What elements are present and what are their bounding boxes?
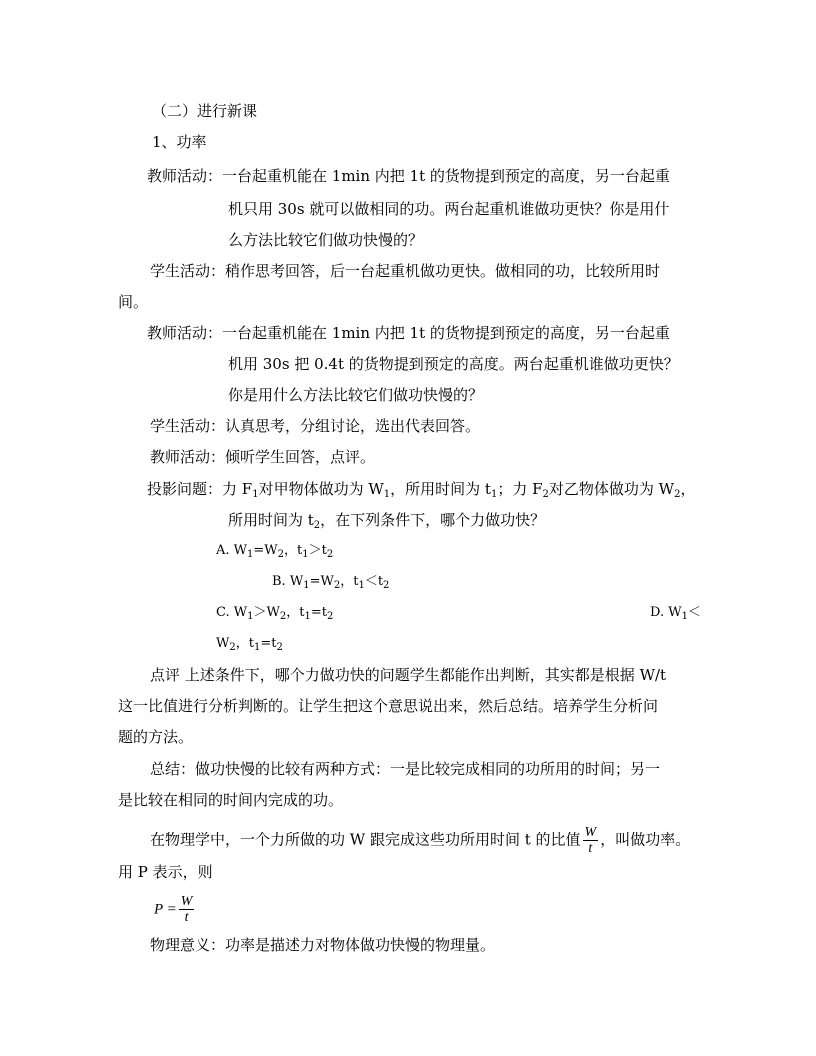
student-activity-2	[150, 416, 480, 436]
subscript: 1	[490, 489, 498, 500]
formula-fraction	[179, 894, 195, 925]
option-text: C. W	[216, 605, 248, 620]
subscript: 1	[304, 611, 311, 622]
subscript: 2	[383, 580, 390, 591]
projection-text: 对甲物体做功为 W	[258, 480, 384, 498]
projection-text: ，所用时间为 t	[390, 480, 491, 498]
teacher-activity-3	[150, 447, 375, 467]
teacher-text: 倾听学生回答，点评。	[225, 448, 376, 466]
option-text: D. W	[650, 605, 682, 620]
power-formula	[154, 894, 196, 925]
student-text: 认真思考，分组讨论，选出代表回答。	[225, 417, 481, 435]
projection-text: ，	[680, 480, 696, 498]
student-label: 学生活动：	[150, 262, 226, 280]
option-text: ＞W	[253, 605, 280, 620]
option-text: =t	[310, 605, 327, 620]
comment-line2: 这一比值进行分析判断的。让学生把这个意思说出来，然后总结。培养学生分析问	[118, 697, 659, 715]
projection-text: ，在下列条件下，哪个力做功快？	[320, 511, 546, 529]
comment	[150, 665, 666, 685]
fraction-numerator: W	[584, 825, 597, 840]
teacher-activity-1-line2: 机只用 30s 就可以做相同的功。两台起重机谁做功更快？你是用什	[228, 200, 670, 218]
teacher-activity-2	[147, 323, 670, 343]
teacher-activity-1	[147, 166, 670, 186]
subsection-title: 1、功率	[152, 133, 207, 151]
student-activity-1-line2: 间。	[118, 293, 149, 311]
option-text: =t	[260, 636, 277, 651]
teacher-label: 教师活动：	[150, 448, 226, 466]
teacher-activity-2-line2: 机用 30s 把 0.4t 的货物提到预定的高度。两台起重机谁做功更快？	[228, 355, 679, 373]
option-d-line2	[216, 634, 283, 654]
teacher-activity-1-line3: 么方法比较它们做功快慢的？	[228, 231, 424, 249]
fraction-denominator: t	[588, 841, 593, 856]
student-text: 稍作思考回答，后一台起重机做功更快。做相同的功，比较所用时	[225, 262, 661, 280]
student-activity-1	[150, 261, 660, 281]
option-c	[216, 603, 333, 623]
subscript: 1	[303, 580, 310, 591]
teacher-activity-2-line3: 你是用什么方法比较它们做功快慢的？	[228, 386, 484, 404]
option-text: ，t	[340, 574, 359, 589]
summary: 总结：做功快慢的比较有两种方式：一是比较完成相同的功所用的时间；另一	[150, 760, 661, 778]
projection-text: 所用时间为 t	[228, 511, 314, 529]
subscript: 2	[313, 520, 321, 531]
projection-text: 力 F	[222, 480, 253, 498]
teacher-label: 教师活动：	[147, 167, 223, 185]
subscript: 2	[326, 549, 334, 560]
projection-text: ；力 F	[497, 480, 543, 498]
option-text: ＜t	[364, 574, 384, 589]
subscript: 1	[252, 489, 259, 500]
projection-question	[147, 479, 695, 499]
option-text: ，t	[284, 543, 303, 558]
comment-text: 上述条件下，哪个力做功快的问题学生都能作出判断，其实都是根据 W/t	[184, 666, 667, 684]
option-text: ＞t	[308, 543, 327, 558]
option-text: W	[216, 636, 230, 651]
option-text: ＜	[687, 605, 701, 620]
subscript: 1	[247, 549, 254, 560]
comment-line3: 题的方法。	[118, 728, 194, 746]
fraction-denominator: t	[184, 910, 189, 925]
option-text: =W	[309, 574, 334, 589]
student-label: 学生活动：	[150, 417, 226, 435]
ratio-fraction	[583, 825, 599, 856]
subscript: 2	[279, 611, 287, 622]
subscript: 1	[253, 642, 261, 653]
definition-text: 在物理学中，一个力所做的功 W 跟完成这些功所用时间 t 的比值	[150, 830, 581, 849]
fraction-numerator: W	[180, 894, 193, 909]
teacher-text: 一台起重机能在 1min 内把 1t 的货物提到预定的高度，另一台起重	[222, 167, 670, 185]
definition-text: ，叫做功率。	[600, 830, 691, 849]
subscript: 2	[674, 489, 681, 500]
subscript: 2	[542, 489, 549, 500]
subscript: 2	[277, 549, 285, 560]
definition	[150, 825, 690, 856]
subscript: 1	[302, 549, 309, 560]
subscript: 2	[333, 580, 341, 591]
subscript: 2	[276, 642, 283, 653]
option-text: =W	[253, 543, 278, 558]
projection-label: 投影问题：	[147, 480, 223, 498]
option-text: A. W	[216, 543, 248, 558]
teacher-label: 教师活动：	[147, 324, 223, 342]
subscript: 1	[358, 580, 365, 591]
option-text: ，t	[235, 636, 254, 651]
subscript: 1	[681, 611, 688, 622]
definition-line2: 用 P 表示，则	[118, 863, 213, 881]
option-text: B. W	[272, 574, 304, 589]
section-title: （二）进行新课	[152, 102, 258, 120]
option-a	[216, 541, 333, 561]
formula-lhs: P =	[154, 901, 177, 918]
option-text: ，t	[286, 605, 305, 620]
subscript: 2	[326, 611, 334, 622]
subscript: 1	[383, 489, 391, 500]
summary-line2: 是比较在相同的时间内完成的功。	[118, 791, 344, 809]
option-d	[650, 603, 701, 623]
physical-meaning: 物理意义：功率是描述力对物体做功快慢的物理量。	[150, 936, 496, 954]
subscript: 1	[247, 611, 254, 622]
comment-label: 点评	[150, 666, 181, 684]
projection-text: 对乙物体做功为 W	[548, 480, 675, 498]
projection-question-line2	[228, 510, 545, 530]
subscript: 2	[229, 642, 236, 653]
option-b	[272, 572, 389, 592]
teacher-text: 一台起重机能在 1min 内把 1t 的货物提到预定的高度，另一台起重	[222, 324, 670, 342]
